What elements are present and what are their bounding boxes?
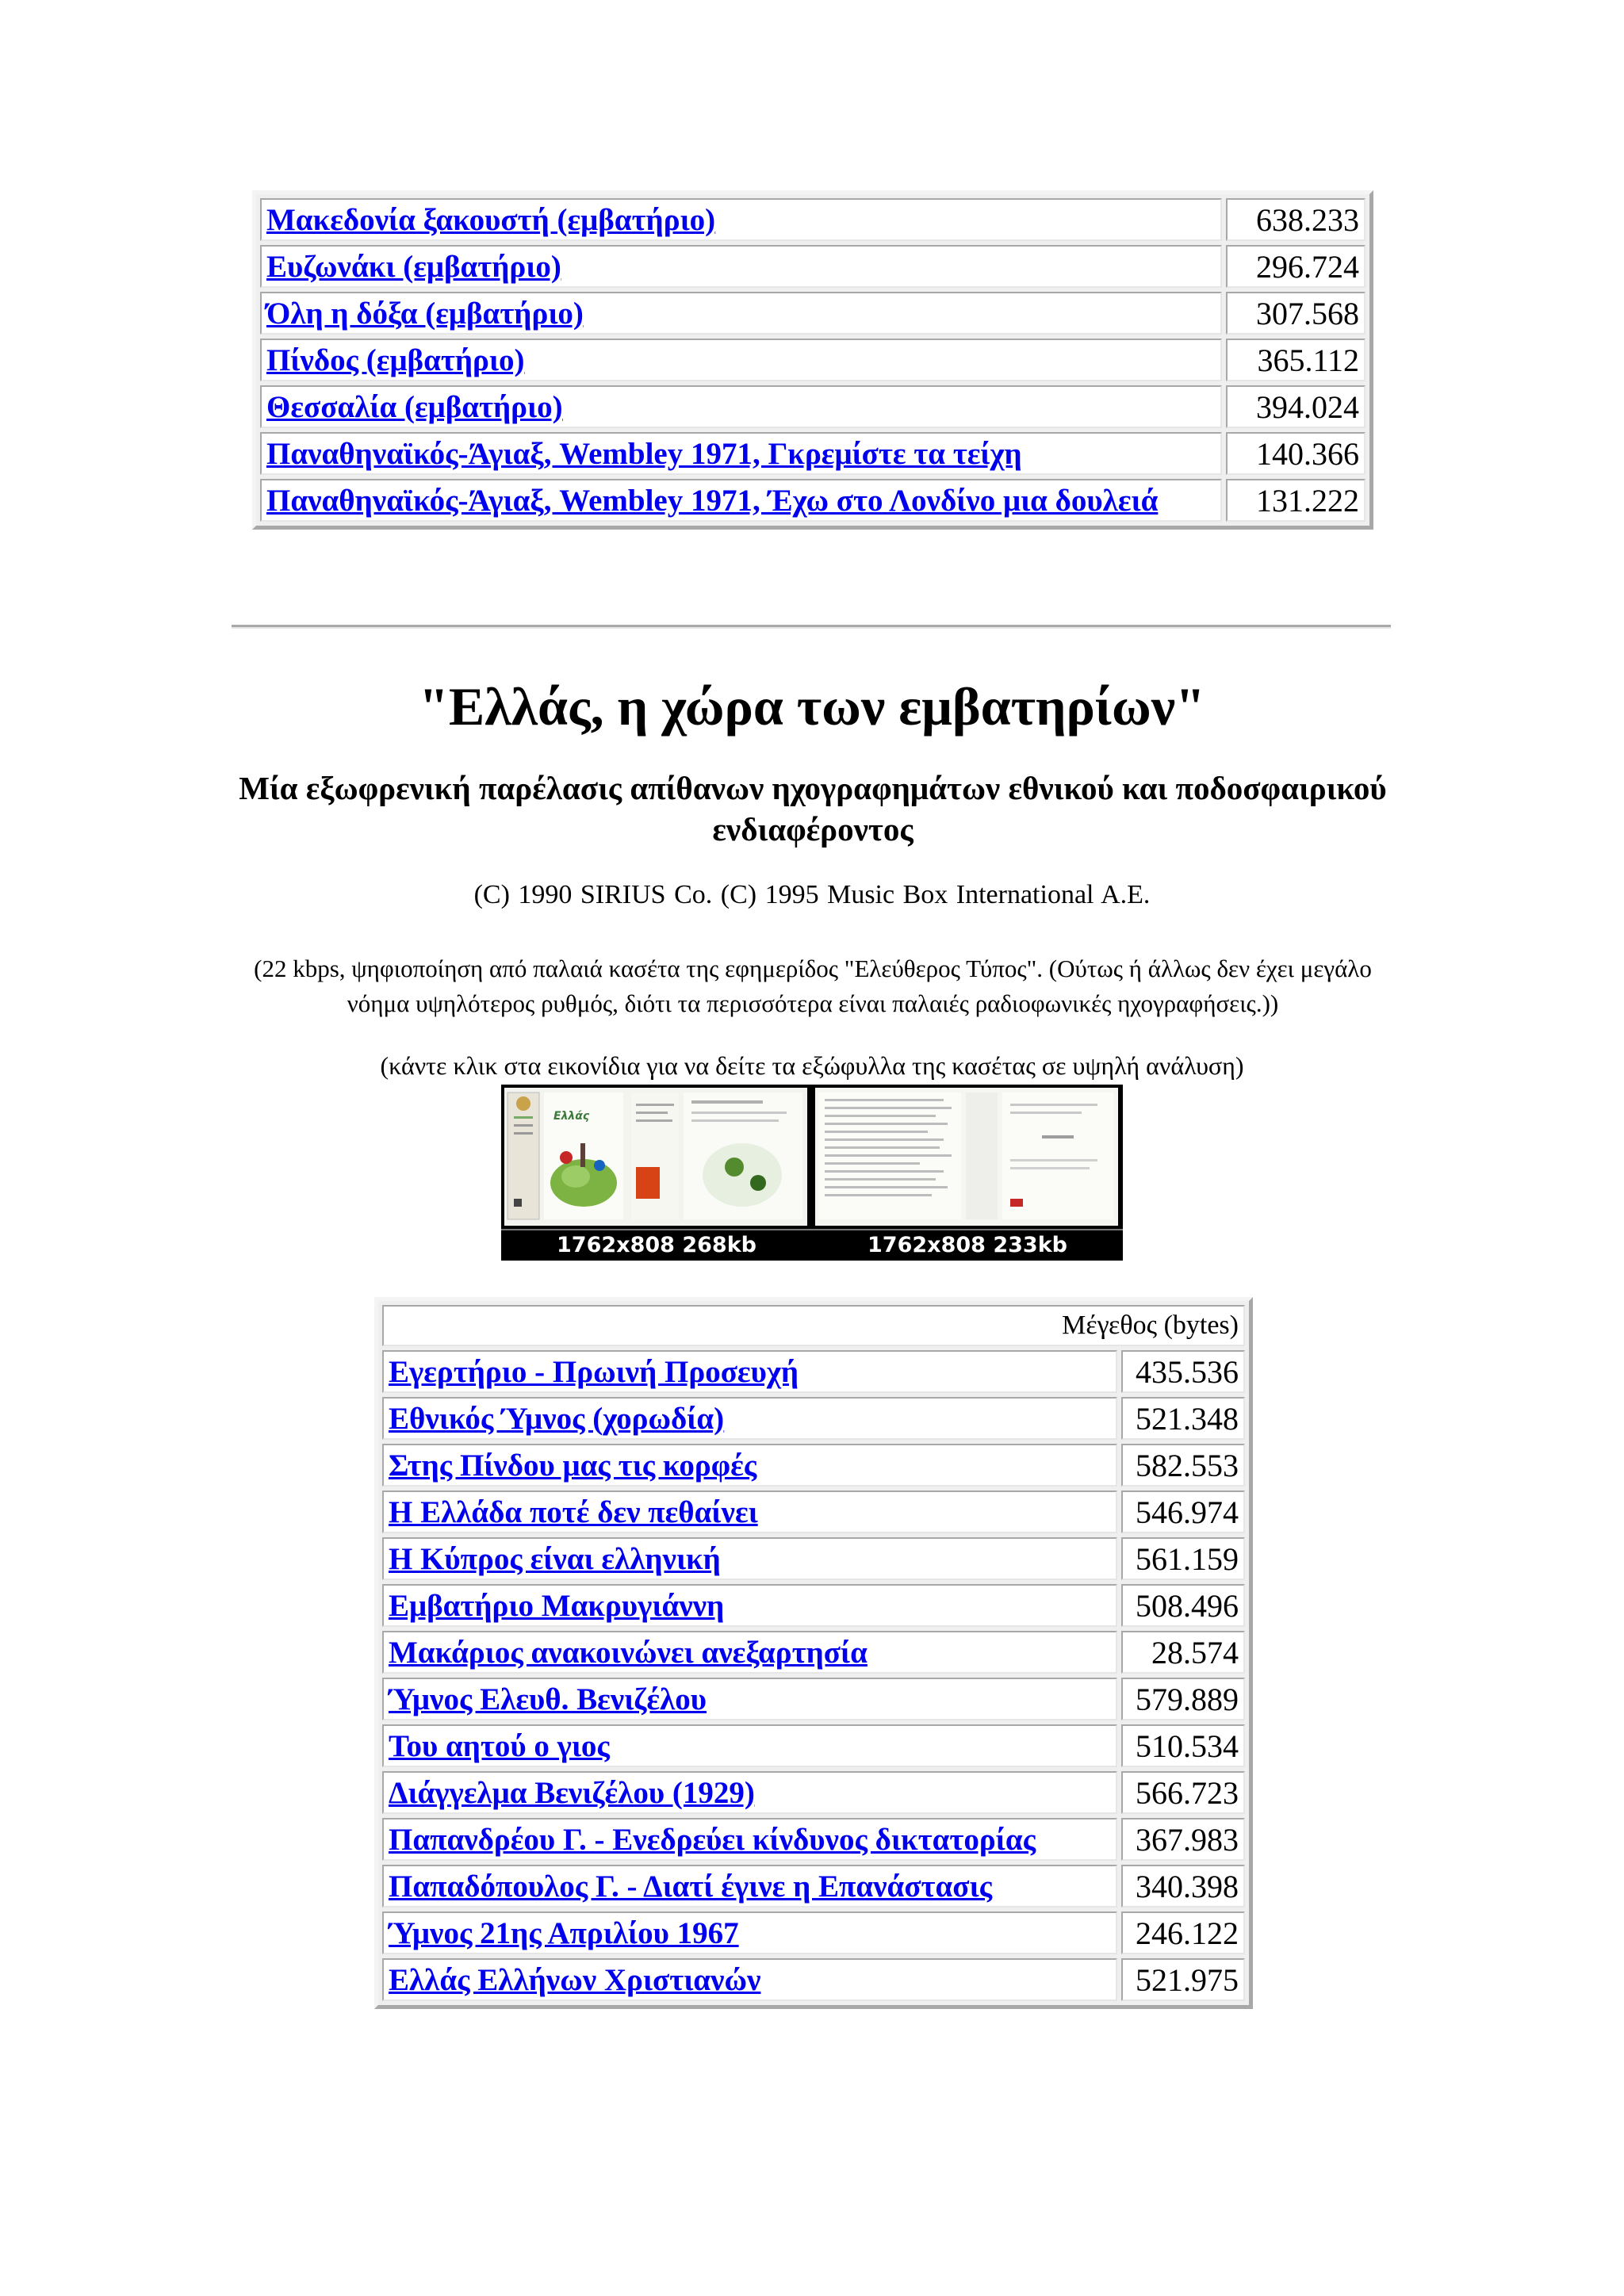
track-link[interactable]: Διάγγελμα Βενιζέλου (1929)	[389, 1775, 755, 1810]
table-row	[260, 385, 1365, 428]
file-size: 340.398	[1121, 1865, 1245, 1908]
file-size: 28.574	[1121, 1631, 1245, 1674]
cassette-cover-image	[815, 1088, 1118, 1226]
thumbnail-hint: (κάντε κλικ στα εικονίδια για να δείτε τα εξώφυλλα της κασέτας σε υψηλή ανάλυση)	[380, 1051, 1244, 1080]
file-size: 561.159	[1121, 1537, 1245, 1580]
table-row	[382, 1631, 1245, 1674]
file-size: 307.568	[1226, 292, 1365, 335]
table-row	[382, 1818, 1245, 1861]
encoding-note: (22 kbps, ψηφιοποίηση από παλαιά κασέτα της εφημερίδος "Ελεύθερος Τύπος". (Ούτως ή άλλως δεν έχει μεγάλο νόημα υψηλότερος ρυθμός, διότι τα περισσότερα είναι παλαιές ραδιοφωνικές ηχογραφήσεις.))	[254, 955, 1372, 1017]
track-link[interactable]: Εμβατήριο Μακρυγιάννη	[389, 1588, 725, 1623]
svg-text:Ελλάς: Ελλάς	[553, 1110, 590, 1123]
table-row	[382, 1865, 1245, 1908]
track-link[interactable]: Μακεδονία ξακουστή (εμβατήριο)	[266, 202, 716, 237]
track-link[interactable]: Η Ελλάδα ποτέ δεν πεθαίνει	[389, 1494, 758, 1529]
file-size: 140.366	[1226, 432, 1365, 475]
track-link[interactable]: Ευζωνάκι (εμβατήριο)	[266, 249, 561, 284]
track-link[interactable]: Εθνικός Ύμνος (χορωδία)	[389, 1401, 725, 1436]
track-link[interactable]: Παπαδόπουλος Γ. - Διατί έγινε η Επανάστασις	[389, 1869, 993, 1904]
table-row	[260, 339, 1365, 381]
table-row	[382, 1537, 1245, 1580]
track-link[interactable]: Παναθηναϊκός-Άγιαξ, Wembley 1971, Γκρεμίστε τα τείχη	[266, 436, 1022, 471]
table-row	[382, 1350, 1245, 1393]
file-size: 394.024	[1226, 385, 1365, 428]
file-size: 638.233	[1226, 198, 1365, 241]
track-link[interactable]: Μακάριος ανακοινώνει ανεξαρτησία	[389, 1635, 868, 1670]
file-size: 566.723	[1121, 1771, 1245, 1814]
table-row	[382, 1678, 1245, 1720]
track-link[interactable]: Ελλάς Ελλήνων Χριστιανών	[389, 1962, 761, 1997]
table-row	[382, 1584, 1245, 1627]
table-row	[382, 1444, 1245, 1487]
track-link[interactable]: Θεσσαλία (εμβατήριο)	[266, 389, 563, 424]
thumbnail-caption: 1762x808 268kb	[557, 1233, 756, 1257]
table-row	[382, 1771, 1245, 1814]
thumbnail-caption: 1762x808 233kb	[868, 1233, 1067, 1257]
file-size: 367.983	[1121, 1818, 1245, 1861]
table-row	[260, 479, 1365, 522]
track-link[interactable]: Ύμνος 21ης Απριλίου 1967	[389, 1915, 739, 1950]
cassette-cover-thumbnail-back[interactable]	[812, 1085, 1123, 1261]
cassette-cover-thumbnail-front[interactable]	[501, 1085, 812, 1261]
track-link[interactable]: Ύμνος Ελευθ. Βενιζέλου	[389, 1682, 707, 1716]
section-subtitle: Μία εξωφρενική παρέλασις απίθανων ηχογραφημάτων εθνικού και ποδοσφαιρικού ενδιαφέροντος	[239, 770, 1387, 848]
track-link[interactable]: Η Κύπρος είναι ελληνική	[389, 1541, 721, 1576]
file-size: 435.536	[1121, 1350, 1245, 1393]
file-size: 546.974	[1121, 1490, 1245, 1533]
copyright-line: (C) 1990 SIRIUS Co. (C) 1995 Music Box International A.E.	[473, 880, 1151, 909]
track-link[interactable]: Όλη η δόξα (εμβατήριο)	[266, 296, 584, 331]
file-size: 508.496	[1121, 1584, 1245, 1627]
table-row	[382, 1397, 1245, 1440]
table-row	[260, 245, 1365, 288]
file-size: 521.348	[1121, 1397, 1245, 1440]
table-row	[260, 292, 1365, 335]
file-size: 521.975	[1121, 1958, 1245, 2001]
track-link[interactable]: Παναθηναϊκός-Άγιαξ, Wembley 1971, Έχω στο Λονδίνο μια δουλειά	[266, 483, 1159, 518]
size-column-header: Μέγεθος (bytes)	[382, 1305, 1245, 1346]
bottom-audio-table	[374, 1297, 1253, 2009]
file-size: 365.112	[1226, 339, 1365, 381]
file-size: 131.222	[1226, 479, 1365, 522]
table-row	[260, 432, 1365, 475]
file-size: 582.553	[1121, 1444, 1245, 1487]
table-row	[382, 1958, 1245, 2001]
track-link[interactable]: Εγερτήριο - Πρωινή Προσευχή	[389, 1354, 799, 1389]
cassette-cover-image	[504, 1088, 807, 1226]
table-row	[260, 198, 1365, 241]
track-link[interactable]: Του αητού ο γιος	[389, 1728, 610, 1763]
file-size: 296.724	[1226, 245, 1365, 288]
table-row	[382, 1724, 1245, 1767]
table-row	[382, 1490, 1245, 1533]
file-size: 579.889	[1121, 1678, 1245, 1720]
file-size: 246.122	[1121, 1911, 1245, 1954]
track-link[interactable]: Παπανδρέου Γ. - Ενεδρεύει κίνδυνος δικτατορίας	[389, 1822, 1036, 1857]
file-size: 510.534	[1121, 1724, 1245, 1767]
top-audio-table	[252, 190, 1373, 530]
table-row	[382, 1911, 1245, 1954]
track-link[interactable]: Πίνδος (εμβατήριο)	[266, 342, 525, 377]
horizontal-rule	[232, 625, 1391, 629]
section-title: "Ελλάς, η χώρα των εμβατηρίων"	[419, 676, 1205, 737]
track-link[interactable]: Στης Πίνδου μας τις κορφές	[389, 1448, 757, 1483]
table-header-row	[382, 1305, 1245, 1346]
